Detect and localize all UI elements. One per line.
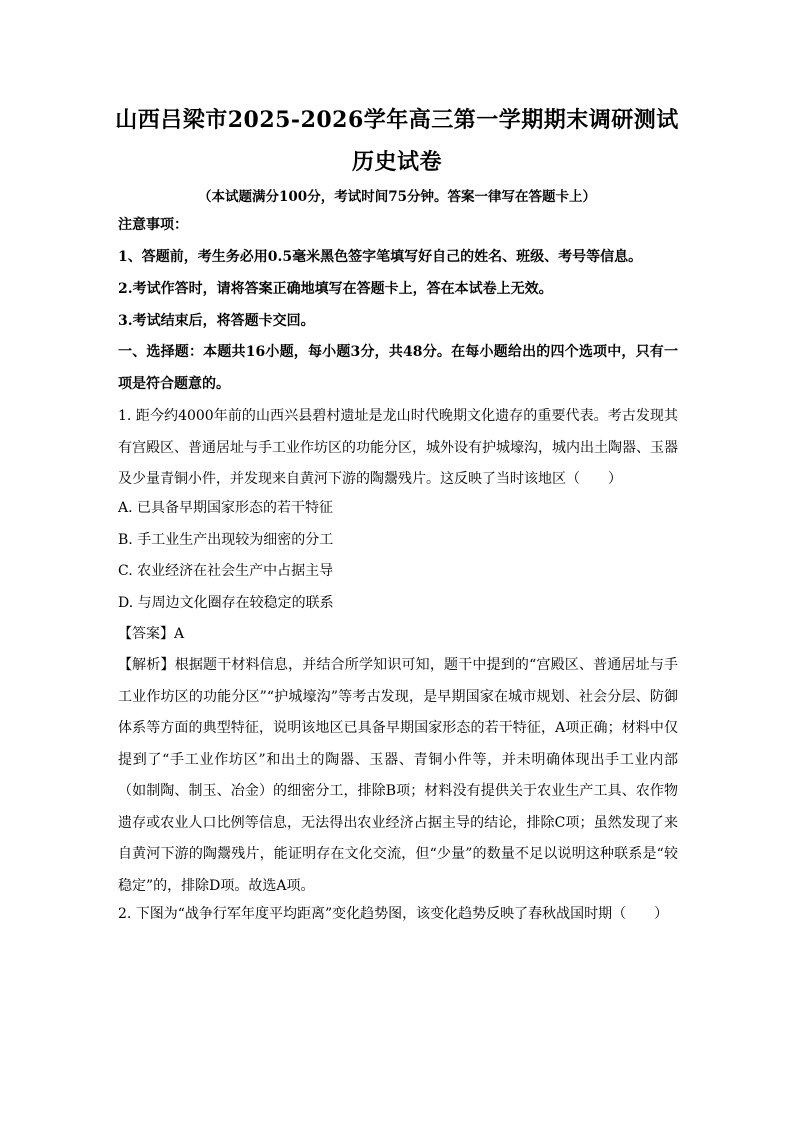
analysis-label: 【解析】 (118, 657, 175, 673)
question-1-analysis (118, 650, 678, 902)
question-1-option-c: C. 农业经济在社会生产中占据主导 (118, 563, 334, 579)
question-1-option-d: D. 与周边文化圈存在较稳定的联系 (118, 595, 334, 611)
exam-title: 山西吕梁市2025-2026学年高三第一学期期末调研测试 (115, 107, 679, 133)
note-item-3: 3.考试结束后，将答题卡交回。 (118, 313, 315, 329)
note-item-1: 1、答题前，考生务必用0.5毫米黑色签字笔填写好自己的姓名、班级、考号等信息。 (118, 249, 643, 265)
notes-heading: 注意事项： (118, 217, 188, 233)
question-1-answer: 【答案】A (118, 626, 185, 642)
question-1-stem: 1. 距今约4000年前的山西兴县碧村遗址是龙山时代晚期文化遗存的重要代表。考古发现其有宫殿区、普通居址与手工业作坊区的功能分区，城外设有护城壕沟，城内出土陶器、玉器及少量青铜小件，并发现来自黄河下游的陶鬶残片。这反映了当时该地区（ ） (118, 408, 678, 487)
subject-title: 历史试卷 (351, 149, 442, 175)
analysis-text: 根据题干材料信息，并结合所学知识可知，题干中提到的“宫殿区、普通居址与手工业作坊区的功能分区”“护城壕沟”等考古发现，是早期国家在城市规划、社会分层、防御体系等方面的典型特征，说明该地区已具备早期国家形态的若干特征，A项正确；材料中仅提到了“手工业作坊区”和出土的陶器、玉器、青铜小件等，并未明确体现出手工业内部（如制陶、制玉、冶金）的细密分工，排除B项；材料没有提供关于农业生产工具、农作物遗存或农业人口比例等信息，无法得出农业经济占据主导的结论，排除C项；虽然发现了来自黄河下游的陶鬶残片，能证明存在文化交流，但“少量”的数量不足以说明这种联系是“较稳定”的，排除D项。故选A项。 (118, 657, 679, 894)
question-2-stem: 2. 下图为“战争行军年度平均距离”变化趋势图，该变化趋势反映了春秋战国时期（ ） (118, 906, 669, 922)
exam-info: （本试题满分100分，考试时间75分钟。答案一律写在答题卡上） (198, 189, 596, 205)
question-1-option-a: A. 已具备早期国家形态的若干特征 (118, 500, 334, 516)
question-1-option-b: B. 手工业生产出现较为细密的分工 (118, 532, 334, 548)
note-item-2: 2.考试作答时，请将答案正确地填写在答题卡上，答在本试卷上无效。 (118, 281, 553, 297)
section-heading: 一、选择题：本题共16小题，每小题3分，共48分。在每小题给出的四个选项中，只有一项是符合题意的。 (118, 344, 678, 392)
